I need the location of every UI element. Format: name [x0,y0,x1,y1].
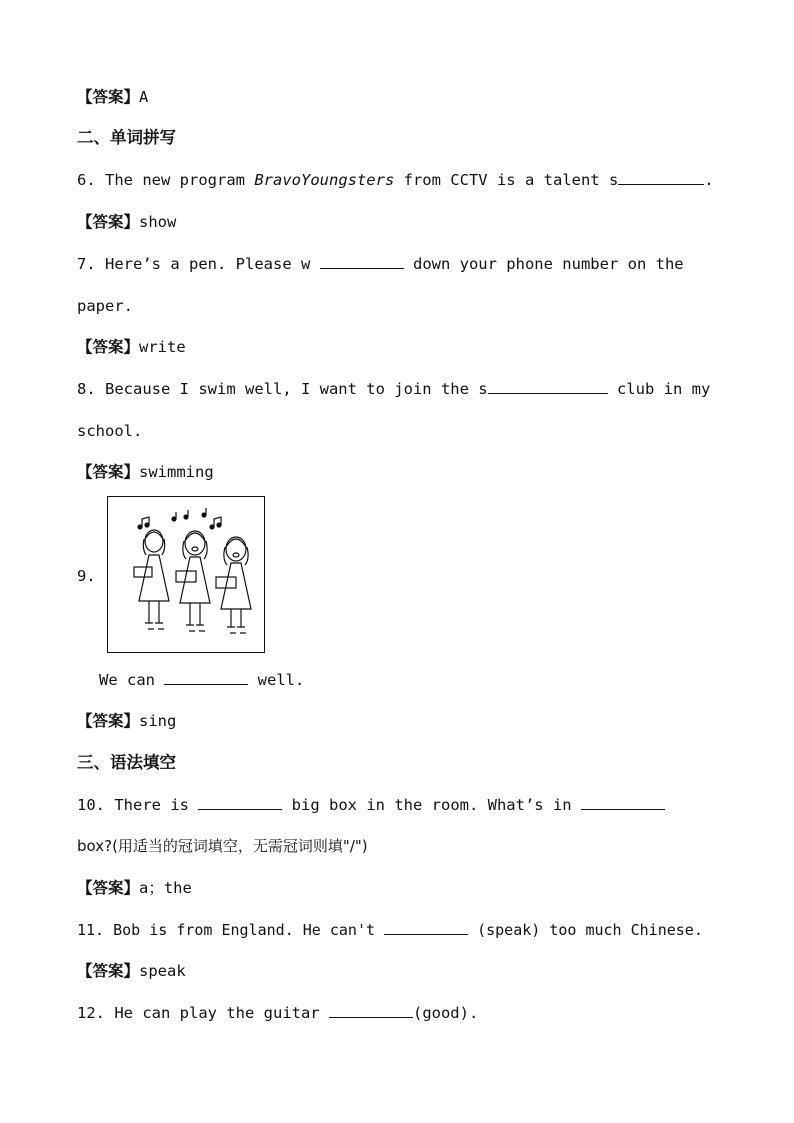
program-title: BravoYoungsters [254,171,395,189]
question-text: . [704,171,714,189]
question-text: There is [114,796,199,814]
answer-text: a；the [139,879,192,897]
answer-line-10 [77,878,192,898]
question-number: 12. [77,1004,105,1022]
question-number: 10. [77,796,105,814]
question-text: Because I swim well, I want to join the s [105,380,488,398]
girl-right [216,537,251,633]
girl-middle [176,531,210,631]
answer-text: A [139,88,149,106]
question-8-continued: school. [77,422,143,440]
question-text: (good). [412,1004,479,1022]
question-text: big box in the room. What’s in [282,796,581,814]
question-text: club in my [607,380,711,398]
answer-label: 【答案】 [77,213,140,231]
question-text: from CCTV is a talent s [394,171,619,189]
answer-text: swimming [139,463,214,481]
answer-blank[interactable] [329,1003,413,1018]
section-heading-spelling: 二、单词拼写 [77,128,176,147]
answer-blank[interactable] [384,920,468,935]
answer-label: 【答案】 [77,712,140,730]
question-text: Bob is from England. He can't [113,921,385,939]
question-text: The new program [105,171,255,189]
music-notes-icon [138,508,221,529]
question-12 [77,1003,478,1023]
question-10-continued: box?(用适当的冠词填空，无需冠词则填"/") [77,837,368,855]
answer-blank[interactable] [164,670,248,685]
answer-line-6 [77,212,176,232]
question-9 [99,670,304,690]
answer-line-5 [77,87,148,107]
question-text: He can play the guitar [114,1004,329,1022]
answer-text: sing [139,712,177,730]
question-8 [77,379,710,399]
answer-label: 【答案】 [77,962,140,980]
answer-blank[interactable] [488,379,608,394]
girl-left [134,530,169,629]
question-number: 11. [77,921,105,939]
question-number: 6. [77,171,96,189]
answer-blank[interactable] [618,170,704,185]
answer-line-9 [77,711,176,731]
answer-text: show [139,213,177,231]
question-10 [77,795,665,815]
answer-label: 【答案】 [77,338,140,356]
answer-blank[interactable] [320,254,404,269]
answer-label: 【答案】 [77,88,140,106]
answer-label: 【答案】 [77,463,140,481]
question-7-continued: paper. [77,297,133,315]
question-number: 8. [77,380,96,398]
section-heading-grammar: 三、语法填空 [77,753,176,772]
answer-blank[interactable] [581,795,665,810]
answer-line-11 [77,961,186,981]
answer-line-7 [77,337,186,357]
answer-blank[interactable] [198,795,282,810]
singing-girls-illustration [107,496,265,653]
answer-text: write [139,338,186,356]
question-text: (speak) too much Chinese. [468,921,703,939]
question-number-9: 9. [77,567,96,585]
question-number: 7. [77,255,96,273]
question-text: well. [248,671,305,689]
singing-girls-drawing [108,497,263,651]
question-text: We can [99,671,165,689]
question-text: Here’s a pen. Please w [105,255,320,273]
question-11 [77,920,703,940]
answer-label: 【答案】 [77,879,140,897]
question-text: down your phone number on the [403,255,684,273]
answer-line-8 [77,462,214,482]
answer-text: speak [139,962,186,980]
question-7 [77,254,684,274]
question-6 [77,170,714,190]
